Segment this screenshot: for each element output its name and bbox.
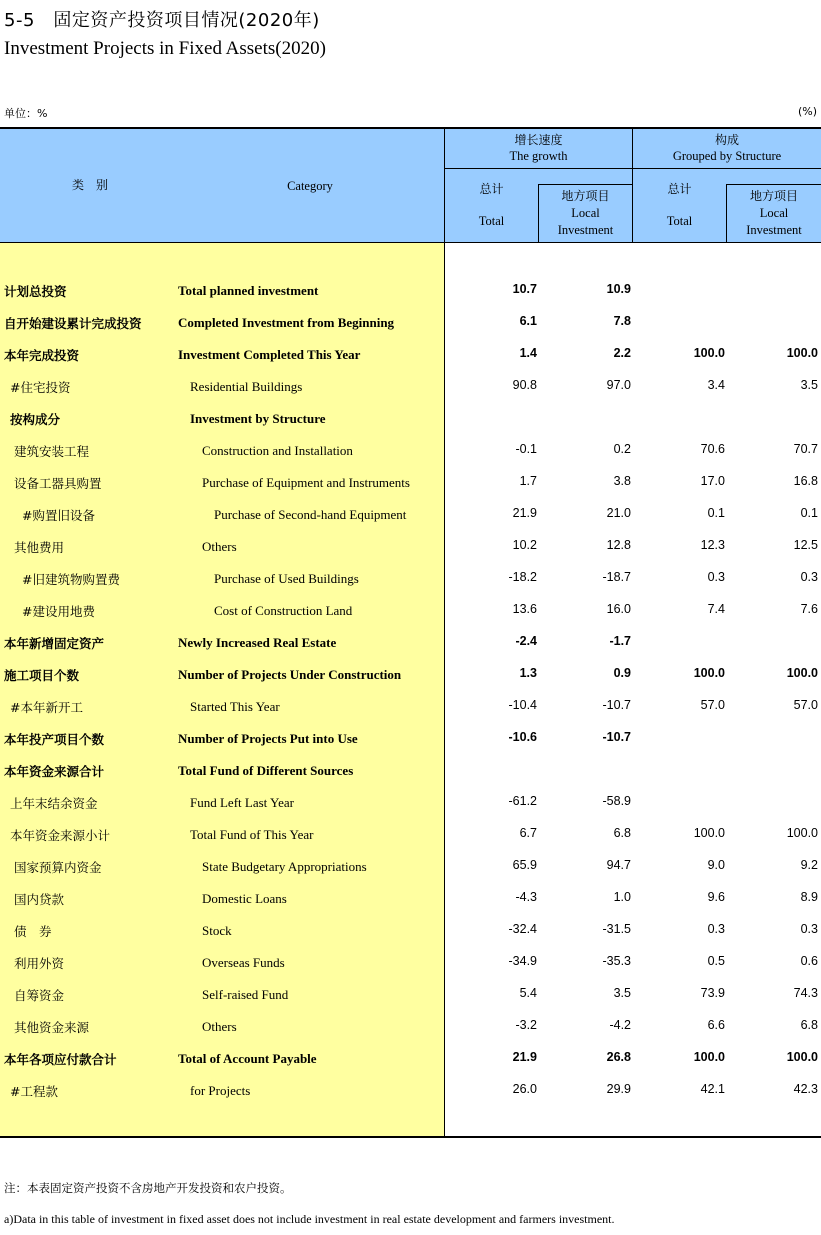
growth-local-cell: 0.9 (613, 666, 631, 680)
table-row (0, 850, 821, 882)
growth-total-cell: 1.4 (519, 346, 537, 360)
table-row (0, 498, 821, 530)
row-category-cn: #本年新开工 (10, 700, 83, 715)
structure-total-cell: 100.0 (693, 1050, 725, 1064)
row-category-cn: 按构成分 (10, 412, 61, 427)
header-bottom-border (0, 242, 821, 243)
growth-local-cell: 26.8 (606, 1050, 631, 1064)
table-row (0, 594, 821, 626)
growth-total-cell: -2.4 (515, 634, 537, 648)
growth-local-cell: 21.0 (606, 506, 631, 520)
table-top-border (0, 127, 821, 129)
unit-label: 单位：% (4, 107, 48, 120)
growth-total-cell: -10.6 (508, 730, 537, 744)
row-category-en: Total planned investment (178, 283, 319, 298)
structure-total-cell: 17.0 (700, 474, 725, 488)
structure-local-cell: 100.0 (786, 346, 818, 360)
header-structure-en: Grouped by Structure (672, 149, 782, 163)
structure-local-cell: 0.1 (800, 506, 818, 520)
table-row (0, 914, 821, 946)
structure-total-cell: 9.0 (707, 858, 725, 872)
table-row (0, 626, 821, 658)
row-category-cn: 本年完成投资 (4, 348, 80, 363)
row-category-cn: 计划总投资 (4, 284, 67, 299)
table-row (0, 946, 821, 978)
growth-local-cell: -18.7 (602, 570, 631, 584)
growth-local-cell: 97.0 (606, 378, 631, 392)
structure-local-cell: 8.9 (800, 890, 818, 904)
growth-local-cell: 29.9 (606, 1082, 631, 1096)
header-growth-total-cn: 总计 (479, 182, 504, 196)
table-row (0, 306, 821, 338)
structure-local-cell: 42.3 (793, 1082, 818, 1096)
row-category-en: Number of Projects Put into Use (178, 731, 358, 746)
growth-total-cell: -18.2 (508, 570, 537, 584)
row-category-cn: 本年资金来源合计 (4, 764, 105, 779)
table-row (0, 1042, 821, 1074)
row-category-en: for Projects (190, 1083, 251, 1098)
structure-local-cell: 100.0 (786, 1050, 818, 1064)
header-growth-total-en: Total (478, 214, 505, 228)
structure-total-cell: 7.4 (707, 602, 725, 616)
growth-local-cell: 94.7 (606, 858, 631, 872)
row-category-cn: #建设用地费 (22, 604, 95, 619)
growth-total-cell: 6.1 (519, 314, 537, 328)
table-bottom-border (0, 1136, 821, 1138)
row-category-cn: 本年各项应付款合计 (4, 1052, 117, 1067)
table-row (0, 530, 821, 562)
table-row (0, 1010, 821, 1042)
structure-total-cell: 9.6 (707, 890, 725, 904)
structure-local-cell: 16.8 (793, 474, 818, 488)
structure-total-cell: 0.5 (707, 954, 725, 968)
structure-total-cell: 12.3 (700, 538, 725, 552)
row-category-cn: #旧建筑物购置费 (22, 572, 120, 587)
growth-local-cell: 10.9 (606, 282, 631, 296)
row-category-cn: #住宅投资 (10, 380, 71, 395)
growth-total-cell: 5.4 (519, 986, 537, 1000)
table-row (0, 786, 821, 818)
structure-total-cell: 100.0 (693, 826, 725, 840)
page-subtitle: Investment Projects in Fixed Assets(2020) (4, 38, 326, 59)
growth-local-cell: 2.2 (613, 346, 631, 360)
table-row (0, 754, 821, 786)
table-row (0, 1074, 821, 1106)
structure-local-cell: 0.3 (800, 922, 818, 936)
header-structure-local-en1: Local (759, 206, 789, 220)
row-category-en: Others (202, 1019, 237, 1034)
growth-total-cell: 21.9 (512, 1050, 537, 1064)
header-structure-cn: 构成 (714, 133, 739, 147)
row-category-cn: 其他费用 (14, 540, 65, 555)
structure-local-cell: 100.0 (786, 826, 818, 840)
row-category-cn: 施工项目个数 (4, 668, 80, 683)
row-category-en: Investment by Structure (190, 411, 326, 426)
header-category-cn: 类 别 (71, 178, 108, 192)
growth-total-cell: -32.4 (508, 922, 537, 936)
row-category-cn: 其他资金来源 (14, 1020, 90, 1035)
table-row (0, 658, 821, 690)
structure-local-box-top (726, 184, 821, 185)
row-category-cn: #购置旧设备 (22, 508, 95, 523)
header-category-en: Category (287, 179, 333, 193)
growth-total-cell: 90.8 (512, 378, 537, 392)
row-category-cn: 自开始建设累计完成投资 (4, 316, 142, 331)
growth-local-cell: 6.8 (613, 826, 631, 840)
growth-local-cell: 12.8 (606, 538, 631, 552)
growth-total-cell: 1.7 (519, 474, 537, 488)
table-row (0, 882, 821, 914)
structure-local-cell: 57.0 (793, 698, 818, 712)
structure-total-cell: 42.1 (700, 1082, 725, 1096)
table-row (0, 402, 821, 434)
row-category-en: Construction and Installation (202, 443, 353, 458)
structure-total-cell: 100.0 (693, 666, 725, 680)
page-title: 5-5 固定资产投资项目情况(2020年) (4, 10, 320, 31)
growth-total-cell: -34.9 (508, 954, 537, 968)
structure-local-cell: 12.5 (793, 538, 818, 552)
growth-local-cell: -10.7 (602, 730, 631, 744)
row-category-en: State Budgetary Appropriations (202, 859, 367, 874)
row-category-cn: 本年投产项目个数 (4, 732, 105, 747)
header-growth-local-cn: 地方项目 (561, 189, 610, 203)
structure-local-cell: 3.5 (800, 378, 818, 392)
table-row (0, 818, 821, 850)
growth-local-cell: -31.5 (602, 922, 631, 936)
header-structure-total-en: Total (666, 214, 693, 228)
growth-total-cell: -0.1 (515, 442, 537, 456)
growth-local-cell: -4.2 (609, 1018, 631, 1032)
row-category-cn: #工程款 (10, 1084, 58, 1099)
table-row (0, 274, 821, 306)
row-category-en: Others (202, 539, 237, 554)
row-category-en: Newly Increased Real Estate (178, 635, 337, 650)
footnote-cn: 注：本表固定资产投资不含房地产开发投资和农户投资。 (4, 1181, 292, 1195)
header-growth-en: The growth (509, 149, 568, 163)
row-category-cn: 国内贷款 (14, 892, 65, 907)
growth-total-cell: -4.3 (515, 890, 537, 904)
header-growth-local-en1: Local (571, 206, 600, 220)
header-growth-local-en2: Investment (557, 223, 614, 237)
structure-local-cell: 70.7 (793, 442, 818, 456)
table-row (0, 722, 821, 754)
growth-local-cell: -10.7 (602, 698, 631, 712)
growth-total-cell: -10.4 (508, 698, 537, 712)
row-category-en: Completed Investment from Beginning (178, 315, 395, 330)
structure-total-cell: 3.4 (707, 378, 725, 392)
row-category-en: Total of Account Payable (178, 1051, 317, 1066)
structure-local-cell: 0.6 (800, 954, 818, 968)
table-row (0, 690, 821, 722)
structure-total-cell: 6.6 (707, 1018, 725, 1032)
row-category-cn: 建筑安装工程 (14, 444, 90, 459)
growth-total-cell: 13.6 (512, 602, 537, 616)
growth-total-cell: 65.9 (512, 858, 537, 872)
structure-total-cell: 0.3 (707, 922, 725, 936)
row-category-en: Domestic Loans (202, 891, 287, 906)
row-category-cn: 自筹资金 (14, 988, 65, 1003)
table-row (0, 338, 821, 370)
growth-local-cell: -58.9 (602, 794, 631, 808)
table-row (0, 434, 821, 466)
structure-total-cell: 0.1 (707, 506, 725, 520)
row-category-en: Self-raised Fund (202, 987, 289, 1002)
growth-local-cell: 3.5 (613, 986, 631, 1000)
row-category-en: Stock (202, 923, 232, 938)
structure-total-cell: 57.0 (700, 698, 725, 712)
row-category-en: Cost of Construction Land (214, 603, 353, 618)
row-category-en: Total Fund of Different Sources (178, 763, 354, 778)
row-category-cn: 国家预算内资金 (14, 860, 102, 875)
header-structure-local-cn: 地方项目 (749, 189, 798, 203)
table-row (0, 370, 821, 402)
growth-local-box-top (538, 184, 632, 185)
structure-total-cell: 70.6 (700, 442, 725, 456)
row-category-en: Investment Completed This Year (178, 347, 361, 362)
structure-local-cell: 74.3 (793, 986, 818, 1000)
growth-total-cell: 6.7 (519, 826, 537, 840)
growth-local-cell: 0.2 (613, 442, 631, 456)
header-structure-local-en2: Investment (746, 223, 802, 237)
unit-percent-label: (%) (797, 105, 817, 118)
row-category-cn: 设备工器具购置 (14, 476, 102, 491)
header-growth-cn: 增长速度 (514, 133, 563, 147)
row-category-en: Fund Left Last Year (190, 795, 294, 810)
row-category-cn: 本年资金来源小计 (10, 828, 111, 843)
row-category-en: Residential Buildings (190, 379, 303, 394)
header-structure-total-cn: 总计 (667, 182, 692, 196)
structure-local-cell: 100.0 (786, 666, 818, 680)
growth-total-cell: 10.2 (512, 538, 537, 552)
growth-local-cell: 1.0 (613, 890, 631, 904)
growth-total-cell: 21.9 (512, 506, 537, 520)
row-category-en: Number of Projects Under Construction (178, 667, 402, 682)
table-row (0, 562, 821, 594)
row-category-cn: 利用外资 (14, 956, 65, 971)
growth-total-cell: -61.2 (508, 794, 537, 808)
structure-local-cell: 7.6 (800, 602, 818, 616)
row-category-en: Purchase of Used Buildings (214, 571, 359, 586)
row-category-en: Overseas Funds (202, 955, 285, 970)
row-category-cn: 本年新增固定资产 (4, 636, 105, 651)
table-row (0, 466, 821, 498)
row-category-en: Started This Year (190, 699, 280, 714)
growth-local-cell: 7.8 (613, 314, 631, 328)
growth-local-cell: 16.0 (606, 602, 631, 616)
growth-local-cell: 3.8 (613, 474, 631, 488)
structure-total-cell: 100.0 (693, 346, 725, 360)
structure-local-cell: 9.2 (800, 858, 818, 872)
investment-table (0, 127, 821, 1138)
footnote-en: a)Data in this table of investment in fixed asset does not include investment in real estate development and farmers investment. (4, 1212, 615, 1226)
row-category-en: Purchase of Equipment and Instruments (202, 475, 410, 490)
structure-total-cell: 73.9 (700, 986, 725, 1000)
growth-total-cell: -3.2 (515, 1018, 537, 1032)
row-category-en: Total Fund of This Year (190, 827, 314, 842)
growth-local-cell: -1.7 (609, 634, 631, 648)
growth-local-cell: -35.3 (602, 954, 631, 968)
table-row (0, 978, 821, 1010)
structure-local-cell: 0.3 (800, 570, 818, 584)
growth-total-cell: 26.0 (512, 1082, 537, 1096)
row-category-cn: 上年末结余资金 (10, 796, 98, 811)
header-divider (445, 168, 821, 169)
structure-local-cell: 6.8 (800, 1018, 818, 1032)
row-category-cn: 债 券 (14, 924, 52, 939)
growth-total-cell: 10.7 (512, 282, 537, 296)
row-category-en: Purchase of Second-hand Equipment (214, 507, 407, 522)
growth-total-cell: 1.3 (519, 666, 537, 680)
structure-total-cell: 0.3 (707, 570, 725, 584)
